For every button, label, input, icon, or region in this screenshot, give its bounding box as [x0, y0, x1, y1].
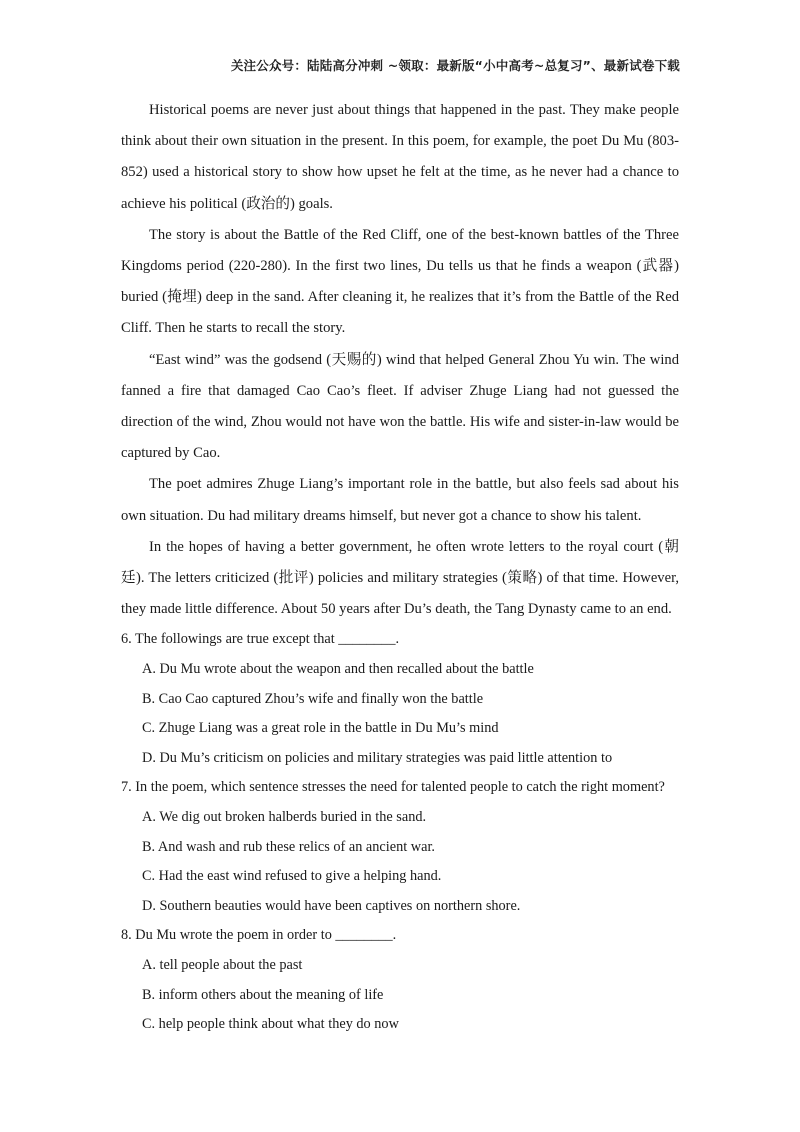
- answer-option: D. Du Mu’s criticism on policies and military strategies was paid little attention to: [142, 749, 613, 766]
- question-stem: 6. The followings are true except that ________.: [121, 631, 400, 648]
- passage-paragraph: “East wind” was the godsend (天赐的) wind that helped General Zhou Yu win. The wind fanned a fire that damaged Cao Cao’s fleet. If adviser Zhuge Liang had not guessed the direction of the wind, Zhou would not have won the battle. His wife and sister-in-law would be captured by Cao.: [121, 351, 679, 462]
- passage-paragraph: The poet admires Zhuge Liang’s important role in the battle, but also feels sad about his own situation. Du had military dreams himself, but never got a chance to show his talent.: [121, 476, 679, 524]
- answer-option: C. help people think about what they do now: [142, 1016, 399, 1033]
- passage-paragraph: The story is about the Battle of the Red Cliff, one of the best-known battles of the Three Kingdoms period (220-280). In the first two lines, Du tells us that he finds a weapon (武器) buried (掩埋) deep in the sand. After cleaning it, he realizes that it’s from the Battle of the Red Cliff. Then he starts to recall the story.: [121, 226, 679, 337]
- question-stem: 8. Du Mu wrote the poem in order to ________.: [121, 927, 397, 944]
- answer-option: B. Cao Cao captured Zhou’s wife and finally won the battle: [142, 690, 484, 707]
- answer-option: A. tell people about the past: [142, 956, 303, 973]
- passage-paragraph: Historical poems are never just about things that happened in the past. They make people think about their own situation in the present. In this poem, for example, the poet Du Mu (803-852) used a historical story to show how upset he felt at the time, as he never had a chance to achieve his political (政治的) goals.: [121, 102, 679, 212]
- passage-paragraph: In the hopes of having a better government, he often wrote letters to the royal court (朝廷). The letters criticized (批评) policies and military strategies (策略) of that time. However, they made little difference. About 50 years after Du’s death, the Tang Dynasty came to an end.: [121, 538, 679, 618]
- question-8: [121, 921, 679, 1039]
- answer-option: B. And wash and rub these relics of an ancient war.: [142, 838, 436, 855]
- question-6: [121, 625, 679, 773]
- question-stem: 7. In the poem, which sentence stresses the need for talented people to catch the right moment?: [121, 779, 665, 796]
- answer-option: C. Had the east wind refused to give a helping hand.: [142, 868, 442, 885]
- page-header: 关注公众号：陆陆高分冲刺 ~领取：最新版“小中高考~总复习”、最新试卷下载: [230, 58, 680, 73]
- answer-option: C. Zhuge Liang was a great role in the battle in Du Mu’s mind: [142, 720, 499, 737]
- answer-option: D. Southern beauties would have been captives on northern shore.: [142, 897, 521, 914]
- answer-option: A. Du Mu wrote about the weapon and then recalled about the battle: [142, 661, 534, 678]
- answer-option: B. inform others about the meaning of life: [142, 986, 384, 1003]
- document-body: [121, 95, 679, 1040]
- answer-option: A. We dig out broken halberds buried in the sand.: [142, 809, 427, 826]
- question-7: [121, 773, 679, 921]
